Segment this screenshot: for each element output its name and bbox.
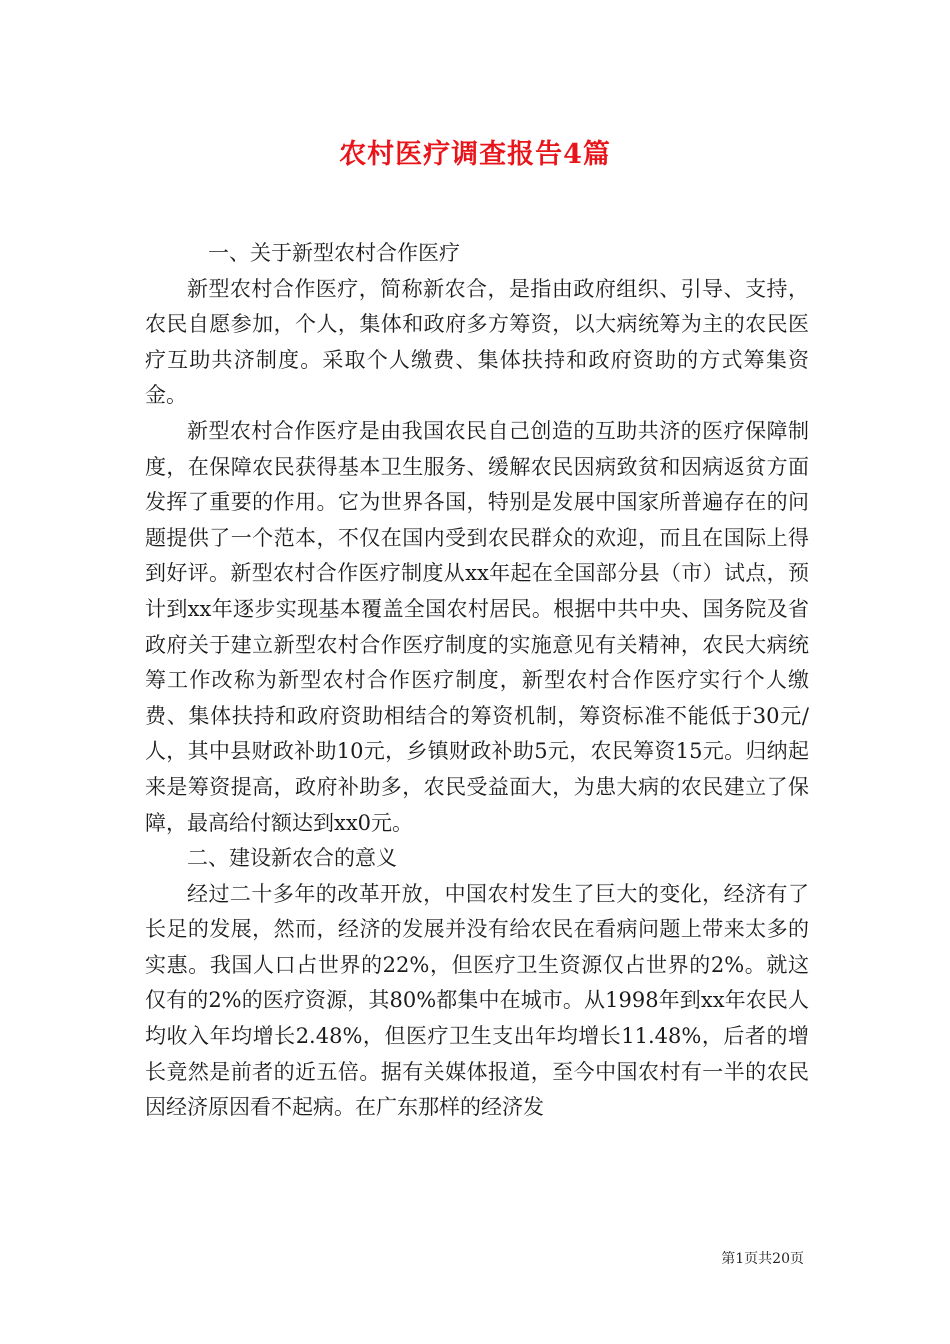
paragraph: 新型农村合作医疗，简称新农合，是指由政府组织、引导、支持，农民自愿参加，个人，集体和政府多方筹资，以大病统筹为主的农民医疗互助共济制度。采取个人缴费、集体扶持和政府资助的方式筹集资金。 — [145, 276, 809, 408]
paragraph: 经过二十多年的改革开放，中国农村发生了巨大的变化，经济有了长足的发展，然而，经济的发展并没有给农民在看病问题上带来太多的实惠。我国人口占世界的22%，但医疗卫生资源仅占世界的2%。就这仅有的2%的医疗资源，其80%都集中在城市。从1998年到xx年农民人均收入年均增长2.48%，但医疗卫生支出年均增长11.48%，后者的增长竟然是前者的近五倍。据有关媒体报道，至今中国农村有一半的农民因经济原因看不起病。在广东那样的经济发 — [145, 881, 809, 1120]
document-title: 农村医疗调查报告4篇 — [339, 139, 611, 170]
section-heading-1: 一、关于新型农村合作医疗 — [208, 241, 460, 265]
page-number-footer: 第1页共20页 — [721, 1251, 804, 1267]
document-body — [145, 236, 809, 1126]
section-heading-2: 二、建设新农合的意义 — [187, 846, 397, 871]
paragraph: 新型农村合作医疗是由我国农民自己创造的互助共济的医疗保障制度，在保障农民获得基本卫生服务、缓解农民因病致贫和因病返贫方面发挥了重要的作用。它为世界各国，特别是发展中国家所普遍存在的问题提供了一个范本，不仅在国内受到农民群众的欢迎，而且在国际上得到好评。新型农村合作医疗制度从xx年起在全国部分县（市）试点，预计到xx年逐步实现基本覆盖全国农村居民。根据中共中央、国务院及省政府关于建立新型农村合作医疗制度的实施意见有关精神，农民大病统筹工作改称为新型农村合作医疗制度，新型农村合作医疗实行个人缴费、集体扶持和政府资助相结合的筹资机制，筹资标准不能低于30元/人，其中县财政补助10元，乡镇财政补助5元，农民筹资15元。归纳起来是筹资提高，政府补助多，农民受益面大，为患大病的农民建立了保障，最高给付额达到xx0元。 — [145, 418, 809, 835]
